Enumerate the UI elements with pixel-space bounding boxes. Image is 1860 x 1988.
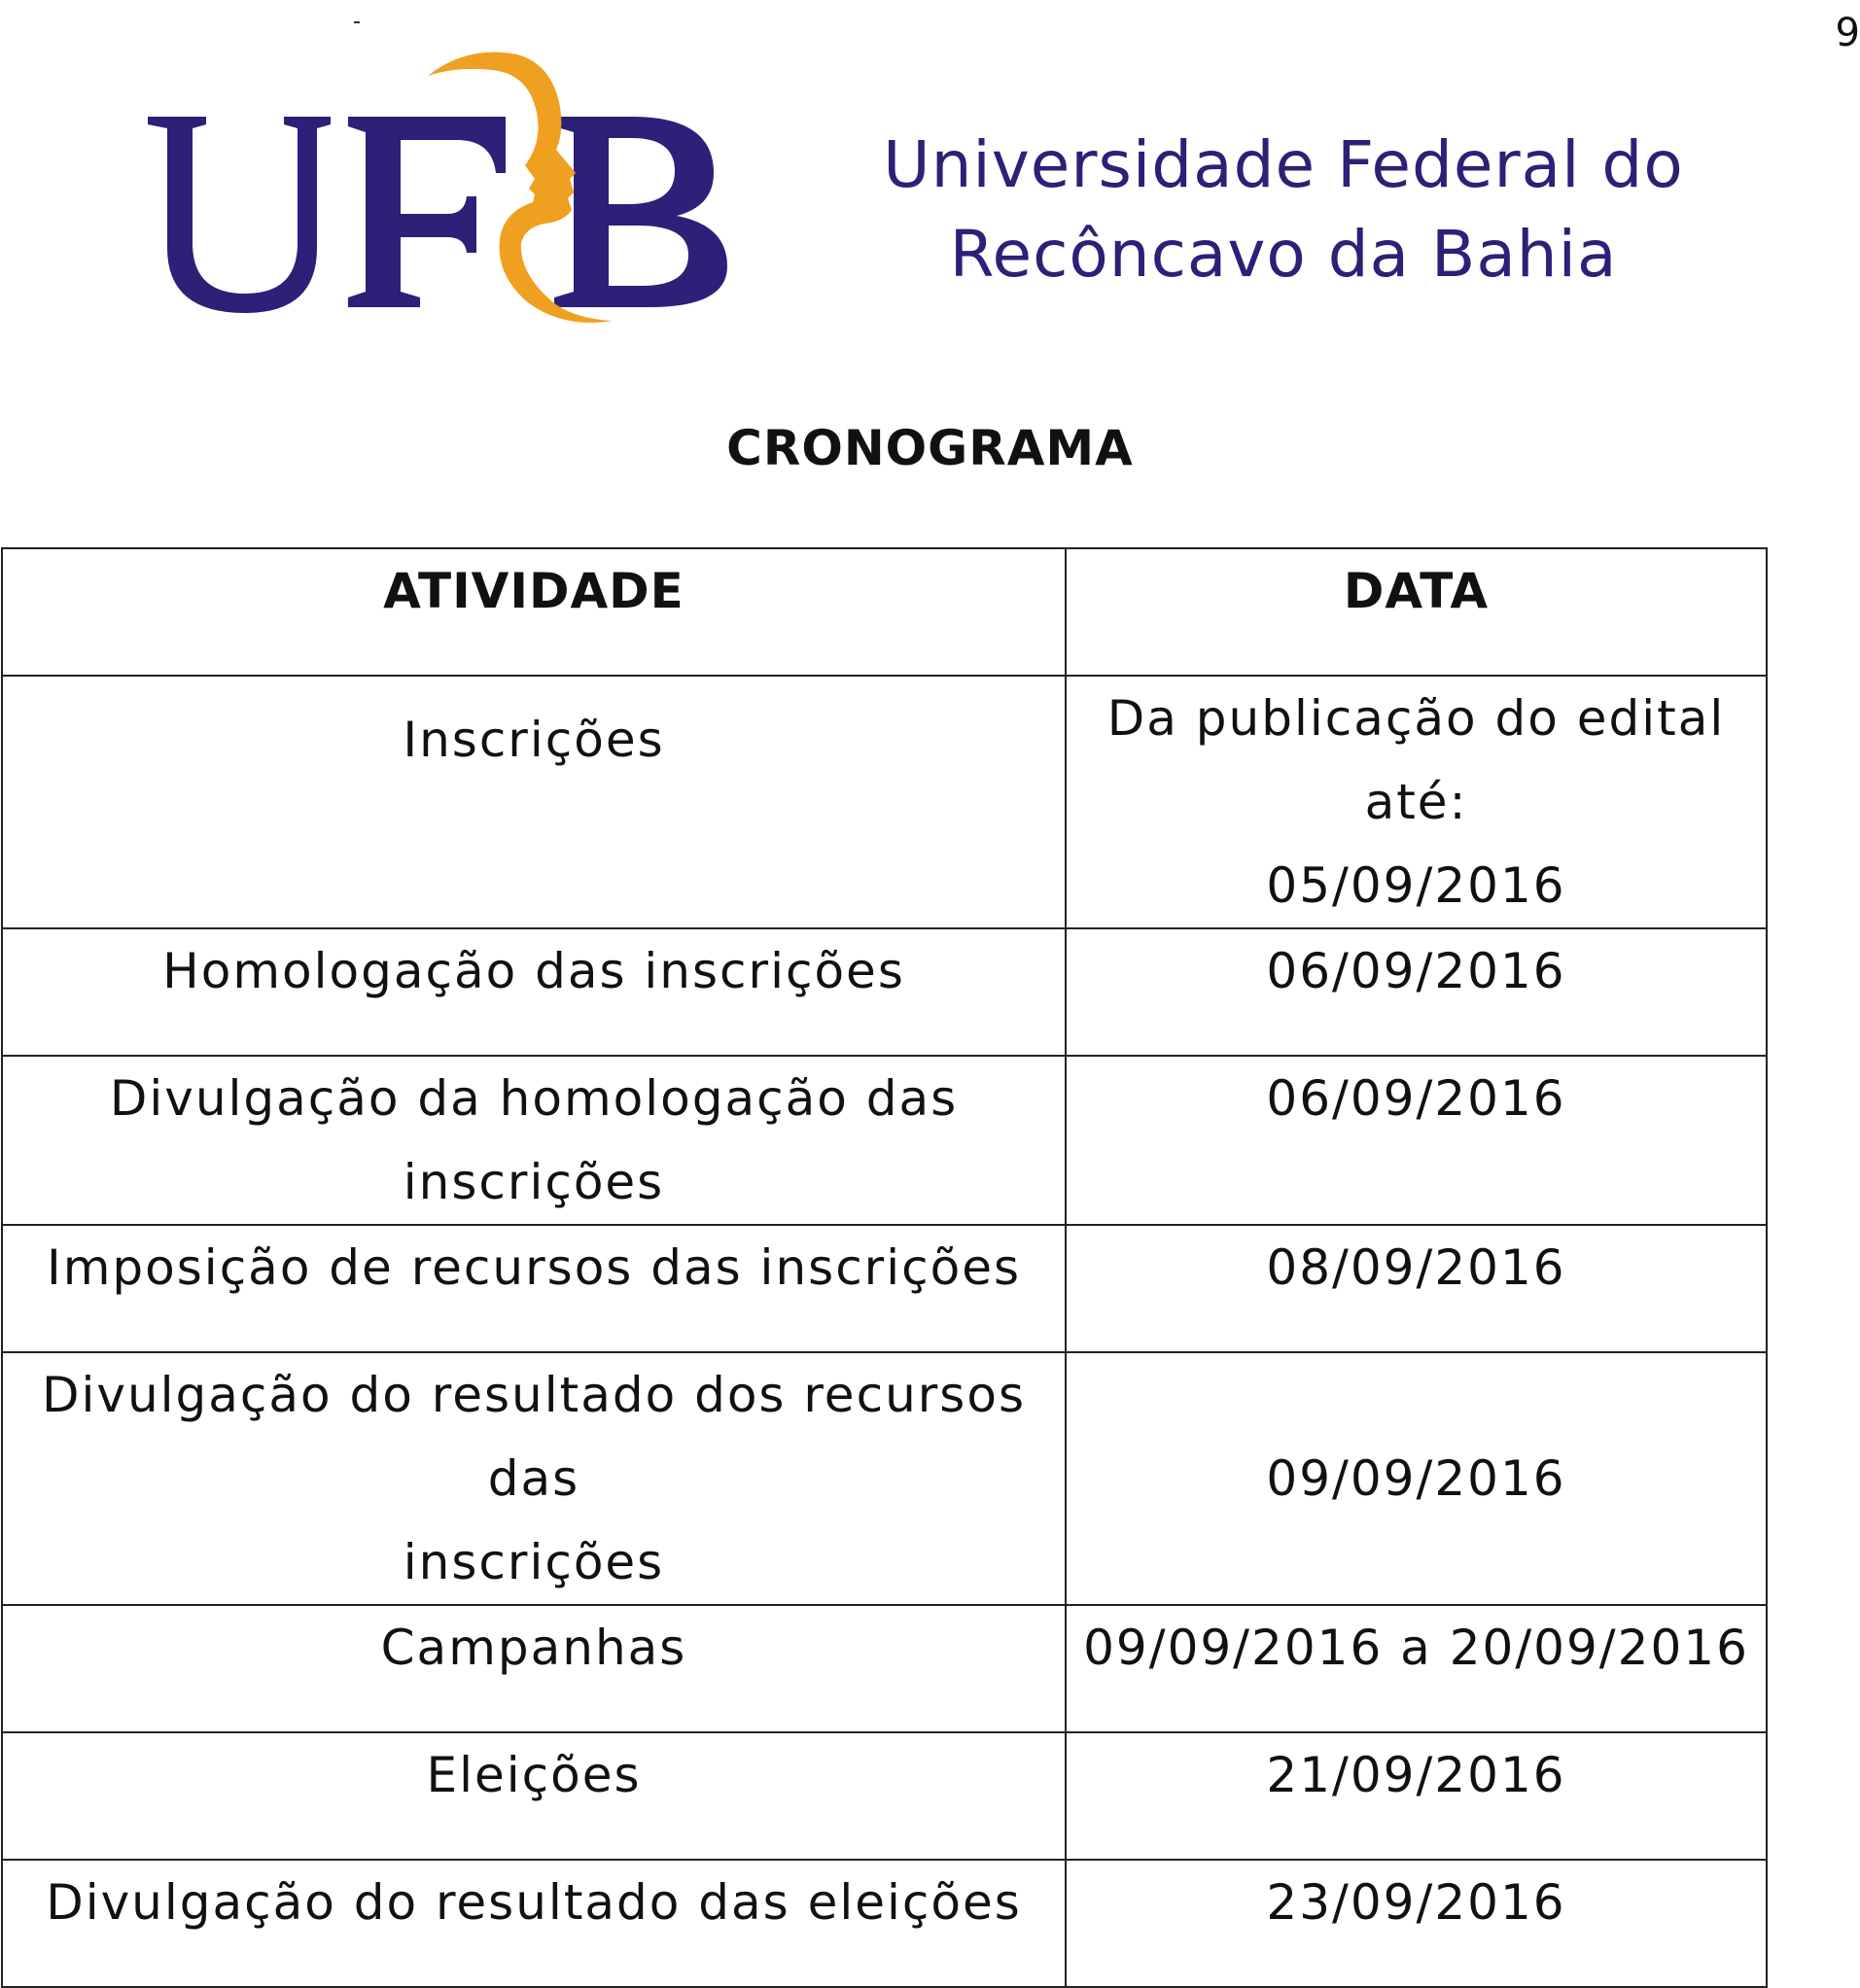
university-name bbox=[880, 121, 1687, 299]
activity-text: Homologação das inscrições bbox=[162, 943, 905, 999]
scan-mark bbox=[354, 21, 360, 23]
date-text: 06/09/2016 bbox=[1266, 943, 1566, 999]
activity-cell bbox=[2, 1056, 1066, 1225]
date-cell bbox=[1066, 676, 1767, 928]
date-text: 09/09/2016 bbox=[1266, 1450, 1566, 1507]
schedule-table bbox=[1, 547, 1768, 1988]
date-text: Da publicação do edital até: bbox=[1106, 690, 1726, 830]
activity-text: Campanhas bbox=[380, 1620, 687, 1676]
date-cell bbox=[1066, 1860, 1767, 1987]
activity-text: Divulgação do resultado dos recursos das bbox=[41, 1367, 1026, 1507]
date-cell bbox=[1066, 1352, 1767, 1605]
activity-cell bbox=[2, 1605, 1066, 1732]
column-header-activity: ATIVIDADE bbox=[2, 548, 1066, 676]
table-row bbox=[2, 1056, 1767, 1225]
university-name-line-1: Universidade Federal do bbox=[883, 127, 1684, 202]
date-cell bbox=[1066, 1732, 1767, 1860]
date-cell bbox=[1066, 928, 1767, 1056]
activity-text: Eleições bbox=[426, 1747, 642, 1803]
table-row bbox=[2, 676, 1767, 928]
activity-cell bbox=[2, 1732, 1066, 1860]
university-name-line-2: Recôncavo da Bahia bbox=[949, 217, 1618, 292]
table-row bbox=[2, 1732, 1767, 1860]
activity-text: Divulgação da homologação das inscrições bbox=[109, 1070, 959, 1210]
date-text: 23/09/2016 bbox=[1266, 1874, 1566, 1931]
document-header bbox=[136, 49, 1711, 340]
table-row bbox=[2, 1352, 1767, 1605]
activity-text: Inscrições bbox=[403, 712, 665, 768]
activity-text: inscrições bbox=[403, 1534, 665, 1590]
activity-cell bbox=[2, 1860, 1066, 1987]
table-row bbox=[2, 928, 1767, 1056]
date-cell bbox=[1066, 1605, 1767, 1732]
page-number: 9 bbox=[1835, 11, 1860, 55]
activity-text: Divulgação do resultado das eleições bbox=[46, 1874, 1022, 1931]
activity-cell bbox=[2, 1225, 1066, 1352]
document-title: CRONOGRAMA bbox=[726, 420, 1134, 476]
activity-cell bbox=[2, 676, 1066, 928]
activity-cell bbox=[2, 1352, 1066, 1605]
column-header-date: DATA bbox=[1066, 548, 1767, 676]
date-text: 08/09/2016 bbox=[1266, 1239, 1566, 1296]
date-cell bbox=[1066, 1056, 1767, 1225]
date-text: 21/09/2016 bbox=[1266, 1747, 1566, 1803]
date-text: 06/09/2016 bbox=[1266, 1070, 1566, 1127]
table-row bbox=[2, 1225, 1767, 1352]
ufrb-logo bbox=[136, 49, 749, 340]
activity-text: Imposição de recursos das inscrições bbox=[46, 1239, 1022, 1296]
date-cell bbox=[1066, 1225, 1767, 1352]
activity-cell bbox=[2, 928, 1066, 1056]
table-row bbox=[2, 1860, 1767, 1987]
date-text: 09/09/2016 a 20/09/2016 bbox=[1083, 1620, 1749, 1676]
table-row bbox=[2, 1605, 1767, 1732]
table-header-row bbox=[2, 548, 1767, 676]
date-text: 05/09/2016 bbox=[1266, 857, 1566, 914]
